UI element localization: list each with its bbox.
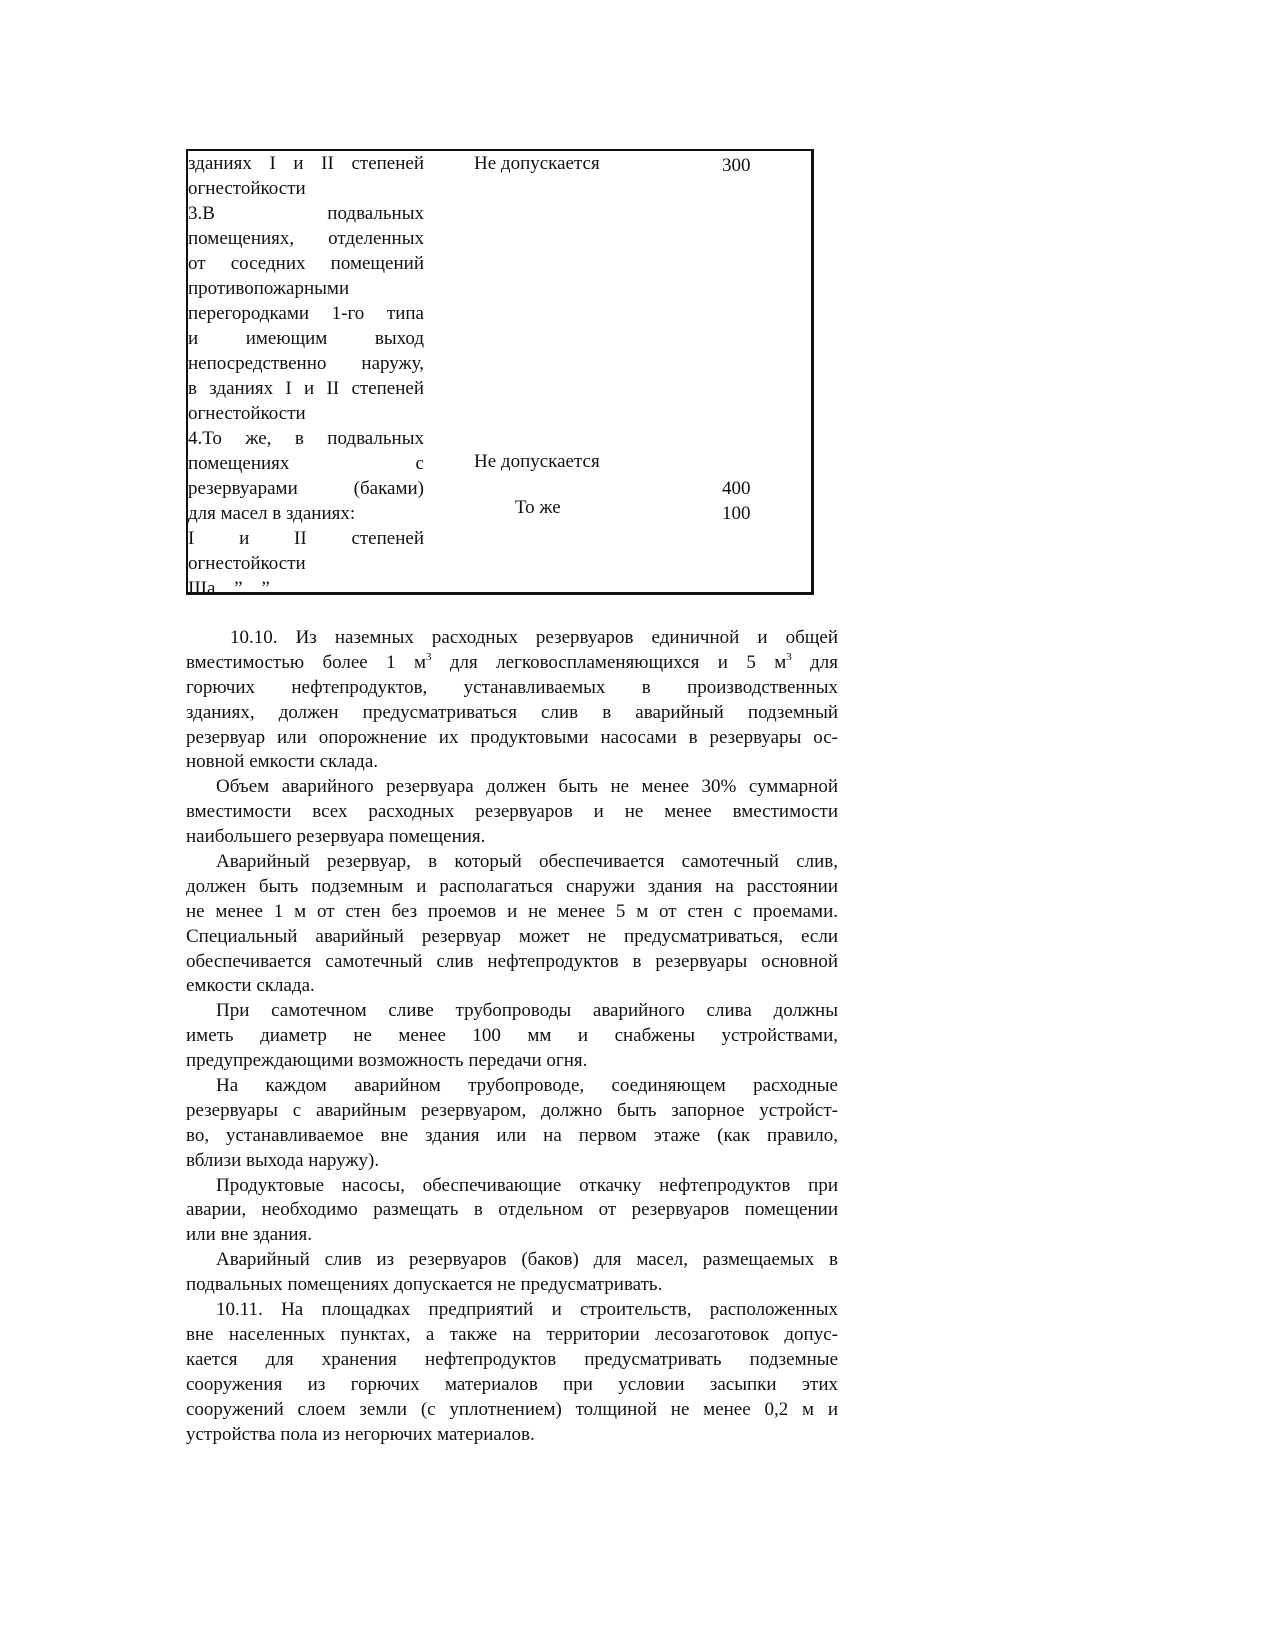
paragraph-line: должен быть подземным и располагаться снаружи здания на расстоянии: [186, 875, 838, 897]
table-cell-line: от соседних помещений: [188, 253, 424, 274]
paragraph-line: кается для хранения нефтепродуктов предусматривать подземные: [186, 1348, 838, 1370]
table-cell-line: резервуарами (баками): [188, 478, 424, 499]
table-cell-line: 4.То же, в подвальных: [188, 428, 424, 449]
superscript: 3: [425, 650, 432, 663]
table-cell-line: для масел в зданиях:: [188, 503, 356, 524]
paragraph-line: емкости склада.: [186, 975, 315, 997]
superscript: 3: [786, 650, 792, 663]
paragraph-line: Продуктовые насосы, обеспечивающие откачку нефтепродуктов при: [216, 1174, 838, 1196]
paragraph-line: предупреждающими возможность передачи огня.: [186, 1050, 588, 1072]
paragraph-line: сооружения из горючих материалов при условии засыпки этих: [186, 1373, 838, 1395]
paragraph-line: 10.11. На площадках предприятий и строительств, расположенных: [216, 1299, 838, 1321]
table-cell-line: 3.В подвальных: [188, 203, 424, 224]
text-run: вместимостью более 1 м: [186, 651, 426, 673]
table-cell-value: 100: [722, 503, 751, 524]
paragraph-line: или вне здания.: [186, 1224, 312, 1246]
paragraph-line: вместимости всех расходных резервуаров и не менее вместимости: [186, 801, 838, 823]
table-cell-value: 300: [722, 155, 751, 176]
requirements-table: [186, 149, 814, 599]
paragraph-line: вне населенных пунктах, а также на территории лесозаготовок допус-: [186, 1323, 838, 1345]
paragraph-line: обеспечивается самотечный слив нефтепродуктов в резервуары основной: [186, 950, 838, 972]
paragraph-line: Специальный аварийный резервуар может не предусматриваться, если: [186, 925, 838, 947]
table-cell-line: противопожарными: [188, 278, 350, 299]
table-cell-value: 400: [722, 478, 751, 499]
table-cell-line: IIIа ” ”: [188, 578, 270, 599]
table-cell-line: перегородками 1-го типа: [188, 303, 424, 324]
paragraph-line: Аварийный слив из резервуаров (баков) для масел, размещаемых в: [216, 1249, 838, 1271]
paragraph-line: 10.10. Из наземных расходных резервуаров единичной и общей: [230, 627, 838, 648]
table-cell-line: огнестойкости: [188, 553, 306, 574]
table-cell-value: То же: [515, 497, 561, 518]
table-column-conditions: [188, 151, 424, 601]
body-text: [186, 626, 838, 1447]
paragraph-line: При самотечном сливе трубопроводы аварийного слива должны: [216, 1000, 838, 1022]
paragraph-line: новной емкости склада.: [186, 751, 379, 773]
table-cell-value: Не допускается: [474, 451, 600, 472]
paragraph-line: На каждом аварийном трубопроводе, соединяющем расходные: [216, 1075, 838, 1097]
paragraph-line: резервуар или опорожнение их продуктовыми насосами в резервуары ос-: [186, 726, 838, 748]
paragraph-line: [186, 651, 838, 676]
paragraph-line: сооружений слоем земли (с уплотнением) толщиной не менее 0,2 м и: [186, 1398, 838, 1420]
table-cell-line: огнестойкости: [188, 403, 306, 424]
paragraph-line: Аварийный резервуар, в который обеспечивается самотечный слив,: [216, 851, 838, 873]
table-cell-line: I и II степеней: [188, 528, 424, 549]
paragraph-line: не менее 1 м от стен без проемов и не менее 5 м от стен с проемами.: [186, 900, 838, 922]
table-cell-line: помещениях, отделенных: [188, 228, 424, 249]
table-cell-line: зданиях I и II степеней: [188, 153, 424, 174]
paragraph-line: зданиях, должен предусматриваться слив в аварийный подземный: [186, 701, 838, 723]
paragraph-line: подвальных помещениях допускается не предусматривать.: [186, 1274, 663, 1296]
text-run: для легковоспламеняющихся и 5 м: [431, 651, 787, 673]
paragraph-line: вблизи выхода наружу).: [186, 1149, 380, 1171]
table-cell-line: и имеющим выход: [188, 328, 424, 349]
table-cell-value: Не допускается: [474, 153, 600, 174]
paragraph-line: аварии, необходимо размещать в отдельном от резервуаров помещении: [186, 1199, 838, 1221]
paragraph-line: устройства пола из негорючих материалов.: [186, 1423, 535, 1445]
paragraph-line: горючих нефтепродуктов, устанавливаемых в производственных: [186, 676, 838, 698]
text-run: для: [791, 651, 838, 673]
paragraph-line: Объем аварийного резервуара должен быть не менее 30% суммарной: [216, 776, 838, 798]
paragraph-line: наибольшего резервуара помещения.: [186, 826, 486, 848]
table-cell-line: помещениях с: [188, 453, 424, 474]
table-cell-line: огнестойкости: [188, 178, 306, 199]
paragraph-line: во, устанавливаемое вне здания или на первом этаже (как правило,: [186, 1124, 838, 1146]
paragraph-line: резервуары с аварийным резервуаром, должно быть запорное устройст-: [186, 1099, 838, 1121]
paragraph-line: иметь диаметр не менее 100 мм и снабжены устройствами,: [186, 1025, 838, 1047]
table-cell-line: в зданиях I и II степеней: [188, 378, 424, 399]
table-cell-line: непосредственно наружу,: [188, 353, 424, 374]
